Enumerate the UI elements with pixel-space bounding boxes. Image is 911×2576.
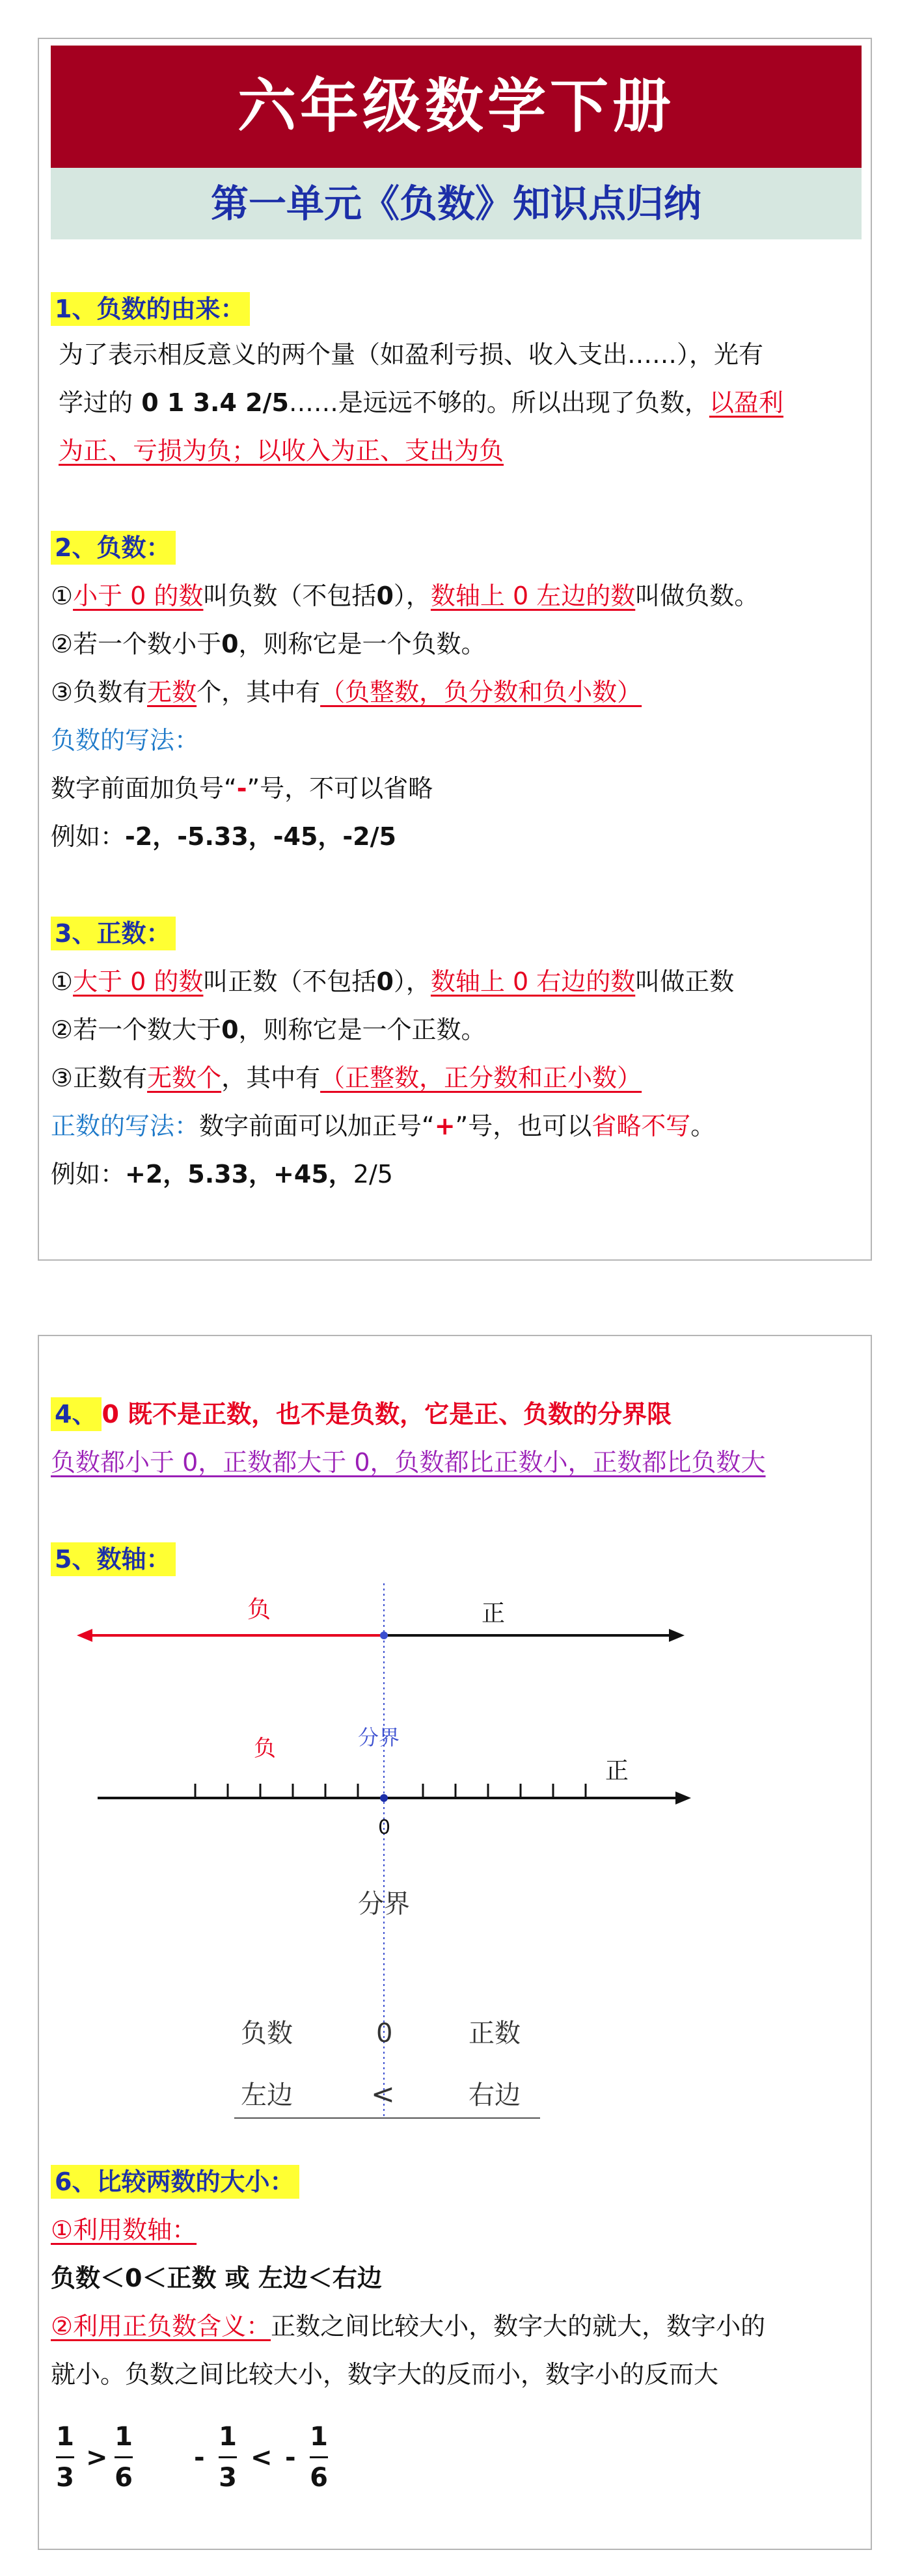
boundary-label: 分界 (358, 1889, 410, 1919)
omit: 省略不写 (591, 1112, 691, 1140)
s1-text-a: 学过的 (59, 388, 133, 417)
axis-ticks (195, 1784, 586, 1798)
page-subtitle: 第一单元《负数》知识点归纳 (51, 168, 862, 239)
denominator: 6 (310, 2463, 328, 2493)
zero: 0 (102, 1400, 119, 1429)
section-2-heading: 2、负数： (51, 531, 176, 565)
page-title: 六年级数学下册 (51, 46, 862, 168)
text: ）， (393, 582, 431, 610)
negative-examples (51, 817, 859, 856)
section-4-number: 4、 (51, 1397, 102, 1431)
text: 叫做正数 (635, 967, 735, 996)
greater-than-zero: 大于 0 的数 (73, 967, 204, 996)
section-4-statement: 既不是正数，也不是负数，它是正、负数的分界限 (118, 1400, 672, 1429)
boundary-label-top: 分界 (358, 1725, 400, 1750)
positive-writing-rule (51, 1107, 859, 1146)
zero: 0 (376, 967, 394, 996)
method-1-line (51, 2210, 859, 2249)
text: ②若一个数大于 (51, 1015, 222, 1044)
text: ）， (393, 967, 431, 996)
axis-arrowhead (675, 1791, 691, 1805)
negative-definition-2 (51, 624, 859, 664)
left-of-zero: 数轴上 0 左边的数 (430, 582, 636, 610)
negative-writing-title: 负数的写法： (51, 726, 200, 755)
positive-examples (51, 1155, 859, 1194)
plus-sign: + (434, 1112, 456, 1140)
positive-word: 正数 (469, 2019, 521, 2048)
negative-definition-1 (51, 576, 859, 615)
numerator: 1 (115, 2422, 133, 2452)
text: 数字前面加负号“ (51, 774, 237, 803)
section-1-heading-line (51, 289, 859, 329)
negative-definition-3 (51, 673, 859, 712)
text: ”号，不可以省略 (247, 774, 433, 803)
left-word: 左边 (241, 2080, 293, 2110)
section-6-heading: 6、比较两数的大小： (51, 2165, 299, 2199)
negative-arrowhead (77, 1629, 92, 1642)
s1-text-c: ……是远远不够的。所以出现了负数， (288, 388, 709, 417)
zero: 0 (221, 1015, 239, 1044)
fraction-one-third (52, 2420, 78, 2495)
fraction-comparisons (39, 2420, 871, 2511)
infinite: 无数个 (147, 1064, 222, 1092)
section-5-heading-line (51, 1540, 859, 1579)
neg-label-mid: 负 (254, 1736, 276, 1762)
sign-comparison-rule: 负数都小于 0，正数都大于 0，负数都比正数小，正数都比负数大 (51, 1448, 766, 1477)
infinite: 无数 (147, 678, 197, 706)
section-6-heading-line (51, 2162, 859, 2201)
circle-num: ① (51, 967, 74, 996)
denominator: 6 (115, 2463, 133, 2493)
text: 例如： (51, 822, 126, 851)
order-rule: 负数＜0＜正数 或 左边＜右边 (51, 2264, 382, 2292)
pos-label-mid: 正 (605, 1758, 629, 1784)
page-1 (38, 38, 872, 1261)
circle-num: ① (51, 582, 74, 610)
text: ③正数有 (51, 1064, 148, 1092)
fraction-one-sixth (111, 2420, 137, 2495)
text: 数字前面可以加正号“ (199, 1112, 435, 1140)
fraction-neg-one-third (215, 2420, 241, 2495)
numerator: 1 (219, 2422, 237, 2452)
section-5-heading: 5、数轴： (51, 1542, 176, 1576)
text: ，其中有 (221, 1064, 321, 1092)
examples: +2，5.33，+45， (125, 1160, 353, 1188)
section-1-heading: 1、负数的由来： (51, 292, 250, 326)
numerator: 1 (56, 2422, 74, 2452)
text: ，则称它是一个正数。 (238, 1015, 486, 1044)
positive-writing-title: 正数的写法： (51, 1112, 200, 1140)
neg-label-top: 负 (247, 1596, 271, 1623)
section-1-para-line-2 (59, 383, 859, 422)
method-1-title: ①利用数轴： (51, 2216, 197, 2244)
positive-definition-1 (51, 962, 859, 1001)
method-2-title: ②利用正负数含义： (51, 2312, 271, 2341)
method-2-line-2: 就小。负数之间比较大小，数字大的反而小，数字小的反而大 (51, 2360, 719, 2389)
negative-word: 负数 (241, 2019, 293, 2048)
text: 。 (690, 1112, 716, 1140)
pos-label-top: 正 (482, 1600, 506, 1627)
minus-sign: - (285, 2443, 296, 2473)
less-than-zero: 小于 0 的数 (73, 582, 204, 610)
right-word: 右边 (469, 2080, 521, 2110)
right-of-zero: 数轴上 0 右边的数 (430, 967, 636, 996)
text: 叫做负数。 (635, 582, 759, 610)
text: ”号，也可以 (455, 1112, 592, 1140)
text: 个，其中有 (197, 678, 321, 706)
s1-number-list: 0 1 3.4 2/5 (133, 388, 289, 417)
s1-emphasis-rest: 为正、亏损为负；以收入为正、支出为负 (59, 436, 504, 465)
method-2-text: 正数之间比较大小，数字大的就大，数字小的 (271, 2312, 766, 2341)
zero: 0 (221, 630, 239, 658)
minus-sign: - (236, 774, 247, 803)
positive-kinds: （正整数，正分数和正小数） (320, 1064, 642, 1092)
method-2-line-1 (51, 2307, 859, 2346)
section-4-line-2 (51, 1443, 859, 1482)
fraction-neg-one-sixth (306, 2420, 332, 2495)
text: ②若一个数小于 (51, 630, 222, 658)
negative-kinds: （负整数，负分数和负小数） (320, 678, 642, 706)
positive-definition-3 (51, 1058, 859, 1097)
zero: 0 (376, 582, 394, 610)
section-1-para-line-1: 为了表示相反意义的两个量（如盈利亏损、收入支出……），光有 (59, 340, 764, 369)
text: 例如： (51, 1160, 126, 1188)
section-3-heading-line (51, 914, 859, 953)
section-2-heading-line (51, 528, 859, 567)
zero-tick-label: 0 (378, 1816, 391, 1839)
greater-than: > (86, 2443, 108, 2473)
denominator: 3 (56, 2463, 74, 2493)
positive-arrowhead (669, 1629, 685, 1642)
text: 叫正数（不包括 (203, 967, 377, 996)
origin-dot (380, 1631, 388, 1639)
s1-emphasis-start: 以盈利 (709, 388, 783, 417)
section-4-line-1 (51, 1395, 859, 1434)
page-2 (38, 1335, 872, 2550)
text: ，则称它是一个负数。 (238, 630, 486, 658)
negative-writing-rule (51, 769, 859, 808)
less-than: < (251, 2443, 273, 2473)
section-1-para-line-3 (59, 431, 859, 470)
example-fraction: 2/5 (353, 1160, 393, 1188)
number-line-diagram (39, 1583, 871, 2169)
positive-definition-2 (51, 1010, 859, 1049)
zero-dot (380, 1794, 388, 1802)
text: ③负数有 (51, 678, 148, 706)
text: 叫负数（不包括 (203, 582, 377, 610)
minus-sign: - (194, 2443, 205, 2473)
zero-word: 0 (376, 2019, 393, 2048)
section-3-heading: 3、正数： (51, 917, 176, 950)
denominator: 3 (219, 2463, 237, 2493)
numerator: 1 (310, 2422, 328, 2452)
examples: -2，-5.33，-45，-2/5 (125, 822, 396, 851)
less-than-symbol: < (371, 2078, 395, 2111)
